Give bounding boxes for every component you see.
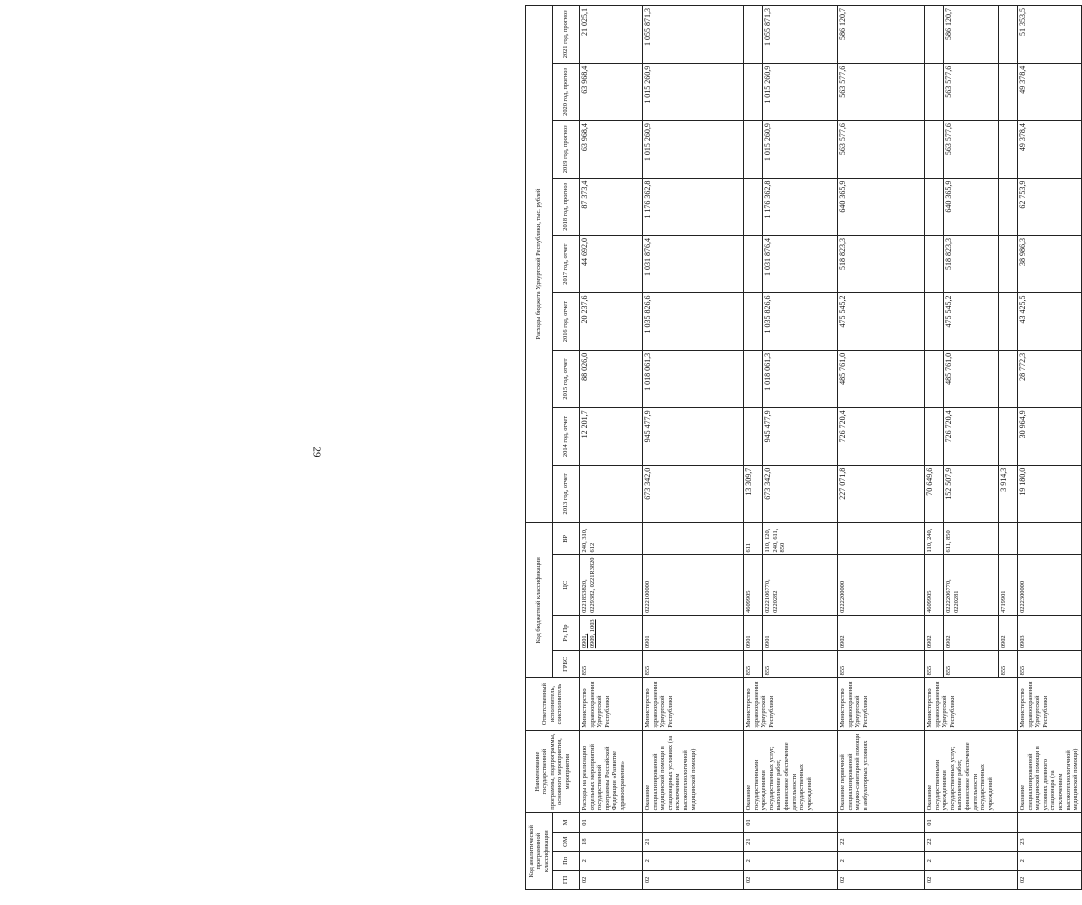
cell-value: 1 018 061,3 (643, 350, 744, 407)
cell-value: 63 968,4 (580, 121, 643, 178)
cell-vr (643, 523, 744, 555)
cell-value: 726 720,4 (944, 408, 999, 465)
cell-value (925, 178, 944, 235)
header-gp: ГП (553, 870, 580, 889)
header-year: 2021 год, прогноз (553, 6, 580, 64)
cell-rzpr: 0902 (925, 615, 944, 650)
cell-value: 475 545,2 (944, 293, 999, 350)
cell-value (744, 236, 763, 293)
cell-value: 21 025,1 (580, 6, 643, 64)
cell-value: 38 986,3 (1018, 236, 1082, 293)
cell-value: 1 031 876,4 (643, 236, 744, 293)
cell-value: 1 015 260,9 (763, 121, 838, 178)
cell-value (999, 408, 1018, 465)
cell-value (999, 6, 1018, 64)
cell-pp: 2 (1018, 851, 1082, 870)
cell-value (744, 408, 763, 465)
cell-value: 62 753,9 (1018, 178, 1082, 235)
cell-value (744, 63, 763, 120)
cell-value: 227 071,8 (838, 465, 925, 522)
cell-executor: Министерство здравоохранения Удмуртской Республики (643, 678, 744, 730)
cell-name: Оказание специализированной медицинской помощи в стационарных условиях (за исключением высокотехнологичной медицинской помощи) (643, 730, 744, 813)
cell-name: Расходы на реализацию отдельных мероприятий государственной программы Российской Федерации «Развитие здравоохранения» (580, 730, 643, 813)
cell-grbs: 855 (925, 651, 944, 678)
header-grbs: ГРБС (553, 651, 580, 678)
cell-gp: 02 (580, 870, 643, 889)
cell-value: 44 692,0 (580, 236, 643, 293)
cell-value: 586 120,7 (944, 6, 999, 64)
cell-value: 19 180,0 (1018, 465, 1082, 522)
cell-value: 1 055 871,3 (763, 6, 838, 64)
cell-vr: 240, 310, 612 (580, 523, 643, 555)
cell-value (999, 178, 1018, 235)
cell-value: 640 365,9 (944, 178, 999, 235)
cell-value: 485 761,0 (944, 350, 999, 407)
cell-value: 518 823,3 (944, 236, 999, 293)
cell-value: 49 378,4 (1018, 121, 1082, 178)
cell-value: 51 353,5 (1018, 6, 1082, 64)
cell-rzpr: 0901, 0909, 1003 (580, 615, 643, 650)
cell-value: 673 342,0 (643, 465, 744, 522)
cell-value: 88 026,0 (580, 350, 643, 407)
cell-value (925, 63, 944, 120)
cell-value (999, 350, 1018, 407)
table-row (1018, 6, 1082, 890)
cell-value: 28 772,3 (1018, 350, 1082, 407)
page-number: 29 (310, 446, 323, 458)
cell-grbs: 855 (838, 651, 925, 678)
table-row (925, 6, 944, 890)
cell-vr (999, 523, 1018, 555)
cell-grbs: 855 (1018, 651, 1082, 678)
cell-vr: 110, 240, (925, 523, 944, 555)
cell-vr (838, 523, 925, 555)
cell-cs: 0221853820, 0229382, 0221R3820 (580, 555, 643, 615)
cell-value: 3 914,3 (999, 465, 1018, 522)
header-m: М (553, 813, 580, 832)
cell-value: 563 577,6 (838, 121, 925, 178)
cell-vr: 611, 850 (944, 523, 999, 555)
header-year: 2020 год, прогноз (553, 63, 580, 120)
cell-om: 22 (925, 832, 1018, 851)
cell-value: 1 031 876,4 (763, 236, 838, 293)
cell-value: 1 015 260,9 (643, 63, 744, 120)
cell-value: 475 545,2 (838, 293, 925, 350)
cell-value (999, 293, 1018, 350)
cell-cs: 0222206770, 0220281 (944, 555, 999, 615)
cell-value: 30 964,9 (1018, 408, 1082, 465)
header-year: 2018 год, прогноз (553, 178, 580, 235)
cell-cs: 4719901 (999, 555, 1018, 615)
cell-value: 1 018 061,3 (763, 350, 838, 407)
table-row (643, 6, 744, 890)
cell-executor: Министерство здравоохранения Удмуртской Республики (838, 678, 925, 730)
cell-m (643, 813, 744, 832)
cell-value (744, 6, 763, 64)
cell-grbs: 855 (944, 651, 999, 678)
header-expenses: Расходы бюджета Удмуртской Республики, тыс. рублей (526, 6, 553, 523)
cell-value: 1 055 871,3 (643, 6, 744, 64)
cell-value: 673 342,0 (763, 465, 838, 522)
cell-grbs: 855 (643, 651, 744, 678)
cell-name: Оказание государственными учреждениями государственных услуг, выполнение работ, финансовое обеспечение деятельности государственных учреждений (744, 730, 838, 813)
cell-value: 1 015 260,9 (763, 63, 838, 120)
cell-value: 1 015 260,9 (643, 121, 744, 178)
cell-pp: 2 (643, 851, 744, 870)
cell-value (925, 236, 944, 293)
cell-cs: 4609905 (744, 555, 763, 615)
cell-value: 87 373,4 (580, 178, 643, 235)
header-name: Наименование государственной программы, подпрограммы, основного мероприятия, мероприятия (526, 730, 580, 813)
header-budget-code: Код бюджетной классификации (526, 523, 553, 678)
header-year: 2017 год, отчет (553, 236, 580, 293)
table-row (744, 6, 763, 890)
cell-value (580, 465, 643, 522)
cell-om: 22 (838, 832, 925, 851)
cell-executor: Министерство здравоохранения Удмуртской Республики (925, 678, 1018, 730)
header-vr: ВР (553, 523, 580, 555)
cell-value (744, 121, 763, 178)
cell-value (744, 178, 763, 235)
cell-gp: 02 (1018, 870, 1082, 889)
cell-m (838, 813, 925, 832)
cell-value: 563 577,6 (944, 121, 999, 178)
header-year: 2013 год, отчет (553, 465, 580, 522)
header-executor: Ответственный исполнитель, соисполнитель (526, 678, 580, 730)
cell-value: 1 176 362,8 (643, 178, 744, 235)
cell-value: 13 309,7 (744, 465, 763, 522)
cell-value: 586 120,7 (838, 6, 925, 64)
cell-vr (1018, 523, 1082, 555)
cell-value (925, 293, 944, 350)
cell-rzpr: 0901 (643, 615, 744, 650)
cell-executor: Министерство здравоохранения Удмуртской Республики (1018, 678, 1082, 730)
header-cs: ЦС (553, 555, 580, 615)
cell-om: 21 (744, 832, 838, 851)
cell-value: 1 035 826,6 (643, 293, 744, 350)
cell-rzpr: 0902 (999, 615, 1018, 650)
cell-value: 945 477,9 (763, 408, 838, 465)
cell-rzpr: 0901 (763, 615, 838, 650)
header-year: 2015 год, отчет (553, 350, 580, 407)
cell-pp: 2 (744, 851, 838, 870)
cell-m: 01 (580, 813, 643, 832)
cell-rzpr: 0902 (838, 615, 925, 650)
cell-value: 70 649,6 (925, 465, 944, 522)
cell-value (925, 6, 944, 64)
cell-grbs: 855 (580, 651, 643, 678)
cell-value: 12 201,7 (580, 408, 643, 465)
cell-value (925, 408, 944, 465)
cell-cs: 0222100000 (643, 555, 744, 615)
cell-value: 1 035 826,6 (763, 293, 838, 350)
cell-value: 518 823,3 (838, 236, 925, 293)
cell-gp: 02 (744, 870, 838, 889)
cell-executor: Министерство здравоохранения Удмуртской Республики (580, 678, 643, 730)
cell-pp: 2 (580, 851, 643, 870)
cell-value: 1 176 362,8 (763, 178, 838, 235)
cell-m: 01 (744, 813, 838, 832)
cell-value: 152 507,9 (944, 465, 999, 522)
cell-executor: Министерство здравоохранения Удмуртской Республики (744, 678, 838, 730)
cell-cs: 0222200000 (838, 555, 925, 615)
cell-m (1018, 813, 1082, 832)
cell-pp: 2 (925, 851, 1018, 870)
cell-value: 726 720,4 (838, 408, 925, 465)
table-row (838, 6, 925, 890)
cell-value: 563 577,6 (838, 63, 925, 120)
header-program-code: Код аналитической программной классификации (526, 813, 553, 890)
cell-om: 21 (643, 832, 744, 851)
cell-rzpr: 0902 (944, 615, 999, 650)
cell-m: 01 (925, 813, 1018, 832)
cell-value: 945 477,9 (643, 408, 744, 465)
cell-value: 49 378,4 (1018, 63, 1082, 120)
cell-value: 63 968,4 (580, 63, 643, 120)
cell-value (999, 236, 1018, 293)
cell-vr: 611 (744, 523, 763, 555)
header-year: 2014 год, отчет (553, 408, 580, 465)
cell-grbs: 855 (763, 651, 838, 678)
cell-vr: 110, 120, 240, 611, 850 (763, 523, 838, 555)
cell-value (999, 63, 1018, 120)
cell-value (744, 293, 763, 350)
cell-value (925, 121, 944, 178)
header-year: 2016 год, отчет (553, 293, 580, 350)
header-pp: Пп (553, 851, 580, 870)
cell-om: 23 (1018, 832, 1082, 851)
cell-gp: 02 (838, 870, 925, 889)
cell-om: 18 (580, 832, 643, 851)
cell-cs: 4609905 (925, 555, 944, 615)
cell-value: 563 577,6 (944, 63, 999, 120)
cell-grbs: 855 (744, 651, 763, 678)
table-row (580, 6, 643, 890)
cell-value: 20 237,6 (580, 293, 643, 350)
cell-name: Оказание государственными учреждениями государственных услуг, выполнение работ, финансовое обеспечение деятельности государственных учреждений (925, 730, 1018, 813)
cell-cs: 0222300000 (1018, 555, 1082, 615)
header-om: ОМ (553, 832, 580, 851)
cell-value (925, 350, 944, 407)
cell-gp: 02 (643, 870, 744, 889)
cell-cs: 0222106770, 0220282 (763, 555, 838, 615)
cell-rzpr: 0901 (744, 615, 763, 650)
cell-value: 640 365,9 (838, 178, 925, 235)
cell-value (999, 121, 1018, 178)
cell-grbs: 855 (999, 651, 1018, 678)
cell-rzpr: 0903 (1018, 615, 1082, 650)
budget-table (525, 5, 1082, 890)
header-year: 2019 год, прогноз (553, 121, 580, 178)
cell-value: 485 761,0 (838, 350, 925, 407)
cell-gp: 02 (925, 870, 1018, 889)
cell-value: 43 425,5 (1018, 293, 1082, 350)
cell-name: Оказание специализированной медицинской помощи в условиях дневного стационара (за исключением высокотехнологичной медицинской помощи) (1018, 730, 1082, 813)
cell-pp: 2 (838, 851, 925, 870)
cell-name: Оказание первичной специализированной медико-санитарной помощи в амбулаторных условиях (838, 730, 925, 813)
budget-table-page (525, 5, 1080, 890)
header-rzpr: Рз, Пр (553, 615, 580, 650)
cell-value (744, 350, 763, 407)
